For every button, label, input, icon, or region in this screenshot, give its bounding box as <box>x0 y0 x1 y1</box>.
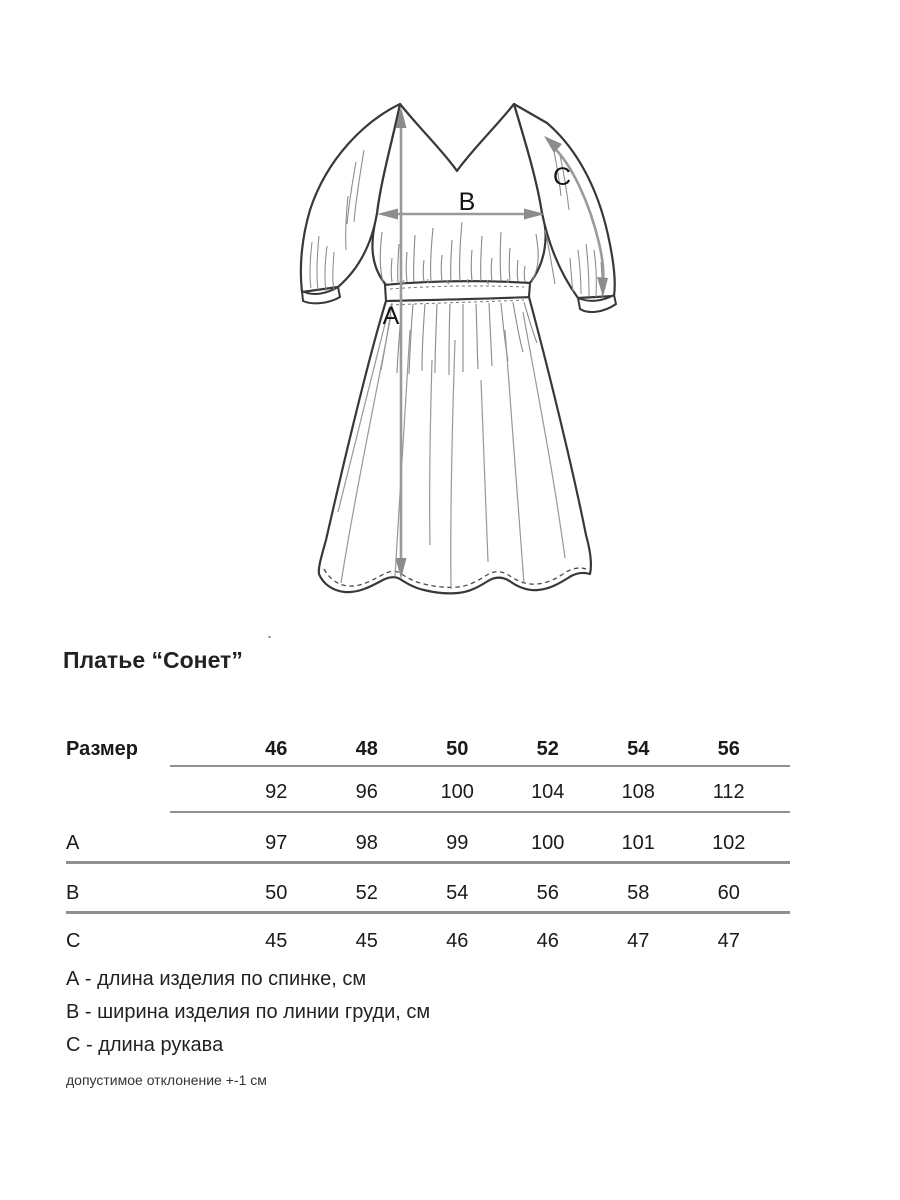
value-cell: 92 <box>265 781 288 803</box>
value-cell: 45 <box>355 930 378 952</box>
value-cell: 54 <box>446 882 469 904</box>
measure-label-b: B <box>458 188 476 216</box>
legend-b: В - ширина изделия по линии груди, см <box>66 1001 431 1023</box>
value-cell: 101 <box>621 832 655 854</box>
measure-label-a: A <box>382 302 400 330</box>
size-cell: 52 <box>536 738 559 760</box>
table-rule <box>66 861 790 864</box>
scan-speck <box>268 636 271 638</box>
waistband <box>385 281 530 301</box>
row-label: C <box>66 930 81 952</box>
value-cell: 60 <box>717 882 740 904</box>
value-cell: 50 <box>265 882 288 904</box>
value-cell: 100 <box>531 832 565 854</box>
value-cell: 98 <box>355 832 378 854</box>
row-label: A <box>66 832 80 854</box>
table-rule <box>170 765 790 767</box>
page-title: Платье “Сонет” <box>63 647 243 673</box>
legend-c: С - длина рукава <box>66 1034 224 1056</box>
size-cell: 50 <box>446 738 469 760</box>
size-header-label: Размер <box>66 738 139 760</box>
value-cell: 108 <box>621 781 655 803</box>
value-cell: 104 <box>531 781 565 803</box>
table-row-bust <box>63 775 775 809</box>
value-cell: 52 <box>355 882 378 904</box>
value-cell: 100 <box>440 781 474 803</box>
value-cell: 99 <box>446 832 469 854</box>
row-label <box>63 775 231 809</box>
measure-label-c: C <box>552 163 572 191</box>
table-rule <box>170 811 790 813</box>
table-row-b <box>63 876 775 910</box>
value-cell: 97 <box>265 832 288 854</box>
legend-a: А - длина изделия по спинке, см <box>66 968 367 990</box>
row-label: B <box>66 882 80 904</box>
size-cell: 46 <box>265 738 288 760</box>
table-row-a <box>63 826 775 860</box>
size-cell: 54 <box>627 738 650 760</box>
table-row-c <box>63 924 775 958</box>
value-cell: 45 <box>265 930 288 952</box>
value-cell: 46 <box>446 930 469 952</box>
value-cell: 46 <box>536 930 559 952</box>
table-rule <box>66 911 790 914</box>
size-cell: 56 <box>717 738 740 760</box>
value-cell: 58 <box>627 882 650 904</box>
value-cell: 56 <box>536 882 559 904</box>
value-cell: 112 <box>712 781 745 803</box>
value-cell: 47 <box>717 930 740 952</box>
table-header-row <box>63 732 775 766</box>
size-cell: 48 <box>355 738 378 760</box>
value-cell: 47 <box>627 930 650 952</box>
value-cell: 96 <box>355 781 378 803</box>
tolerance-note: допустимое отклонение +-1 см <box>66 1072 267 1088</box>
value-cell: 102 <box>712 832 746 854</box>
